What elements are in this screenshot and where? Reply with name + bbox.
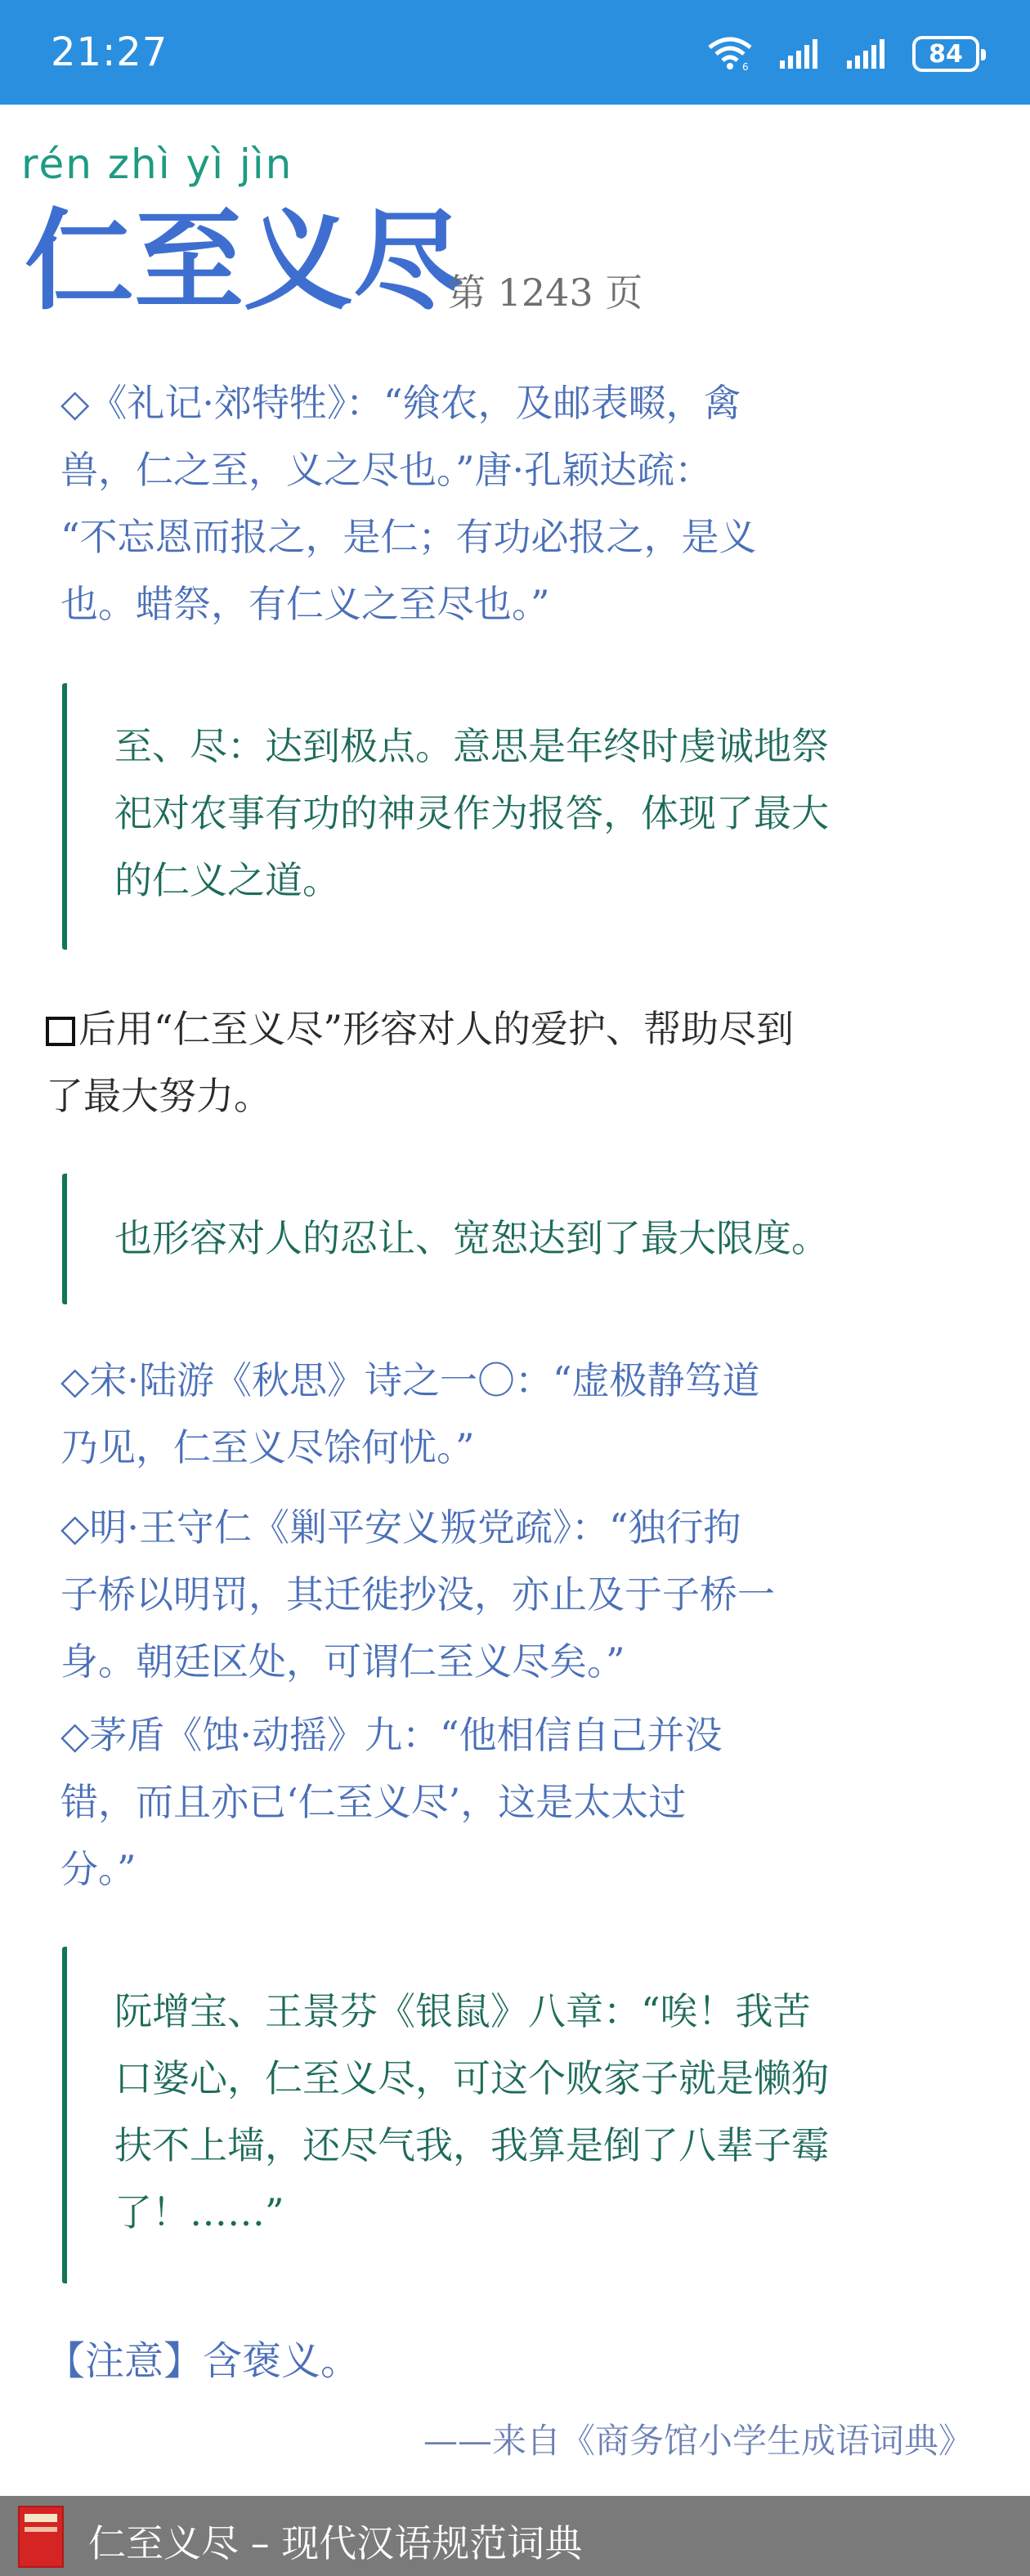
status-icons [706, 33, 979, 75]
text-line: 扶不上墙，还尽气我，我算是倒了八辈子霉 [114, 2123, 829, 2167]
text-line: 也。蜡祭，有仁义之至尽也。” [60, 582, 550, 626]
status-time: 21:27 [51, 29, 168, 75]
text-line: ◇宋·陆游《秋思》诗之一〇：“虚极静笃道 [60, 1358, 760, 1402]
sense-marker-icon [46, 1017, 75, 1046]
text-line: 兽，仁之至，义之尽也。”唐·孔颖达疏： [60, 448, 713, 492]
text-line: 祀对农事有功的神灵作为报答，体现了最大 [114, 791, 829, 835]
text-line: 后用“仁至义尽”形容对人的爱护、帮助尽到 [78, 1007, 795, 1051]
entry-pinyin: rén zhì yì jìn [21, 141, 293, 188]
text-line: 了最大努力。 [46, 1074, 271, 1118]
note-box-example [62, 1947, 961, 2283]
text-line: “不忘恩而报之，是仁；有功必报之，是义 [60, 515, 757, 559]
text-line: 口婆心，仁至义尽，可这个败家子就是懒狗 [114, 2056, 829, 2100]
svg-text:6: 6 [742, 61, 749, 72]
text-line: 的仁义之道。 [114, 858, 340, 902]
text-line: 分。” [60, 1847, 137, 1891]
note-box-explanation [62, 683, 961, 950]
quote-maodun [60, 1702, 992, 1903]
wifi-icon [706, 36, 754, 72]
note-text [114, 1205, 829, 1272]
text-line: 也形容对人的忍让、宽恕达到了最大限度。 [114, 1216, 829, 1260]
text-line: 阮增宝、王景芬《银鼠》八章：“唉！我苦 [114, 1989, 811, 2033]
text-line: 了！……” [114, 2190, 284, 2234]
text-line: 至、尽：达到极点。意思是年终时虔诚地祭 [114, 724, 829, 768]
bottom-bar-title[interactable]: 仁至义尽 – 现代汉语规范词典 [88, 2521, 583, 2565]
bottom-dictionary-bar[interactable] [0, 2496, 1030, 2576]
text-line: 身。朝廷区处，可谓仁至义尽矣。” [60, 1639, 625, 1684]
source-attribution: ——来自《商务馆小学生成语词典》 [423, 2421, 973, 2461]
sense-definition [46, 995, 994, 1129]
text-line: ◇《礼记·郊特牲》：“飨农，及邮表畷，禽 [60, 381, 741, 425]
text-line: ◇明·王守仁《剿平安义叛党疏》：“独行拘 [60, 1505, 741, 1550]
quote-luyou [60, 1347, 992, 1481]
status-bar [0, 0, 1030, 105]
text-line: 错，而且亦已‘仁至义尽’，这是太太过 [60, 1780, 687, 1824]
battery-icon [912, 36, 979, 72]
note-text [114, 1978, 829, 2246]
note-text [114, 713, 829, 914]
signal-2-icon [845, 38, 888, 70]
battery-level: 84 [929, 39, 963, 69]
entry-page-reference: 第 1243 页 [448, 271, 643, 315]
quote-wangshouren [60, 1494, 992, 1695]
text-line: 子桥以明罚，其迁徙抄没，亦止及于子桥一 [60, 1572, 775, 1617]
usage-note: 【注意】含褒义。 [46, 2338, 360, 2384]
quote-liji [60, 369, 992, 637]
note-box-extended-meaning [62, 1174, 961, 1304]
text-line: ◇茅盾《蚀·动摇》九：“他相信自己并没 [60, 1713, 723, 1757]
text-line: 乃见，仁至义尽馀何忧。” [60, 1425, 475, 1469]
dictionary-book-icon [18, 2506, 64, 2568]
entry-headword: 仁至义尽 [25, 198, 464, 325]
sense-line [46, 995, 994, 1062]
signal-1-icon [778, 38, 821, 70]
